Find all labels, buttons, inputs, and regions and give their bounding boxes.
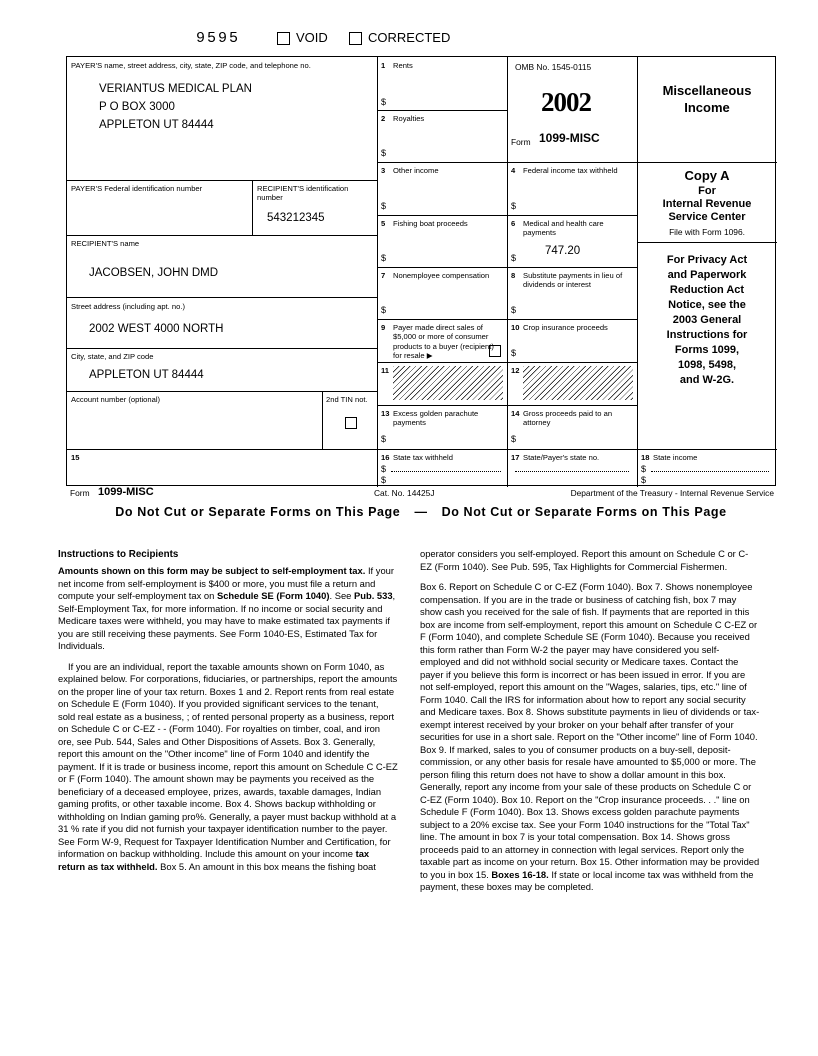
form-top-controls [66,30,788,56]
box-9-label: Payer made direct sales of $5,000 or more of consumer products to a buyer (recipient) for resale ▶ [393,323,494,361]
box-4-label: Federal income tax withheld [523,166,618,175]
instr-p1-bold-3: Pub. 533 [353,590,393,602]
footer-form-name: 1099-MISC [98,486,154,498]
divider-v-state1 [377,449,378,487]
box-2-number: 2 [381,114,386,123]
divider-h-street [67,348,377,349]
corrected-checkbox[interactable] [349,32,362,45]
box-12-hatch [523,366,633,400]
divider-h-box34 [377,215,637,216]
recipient-name-label: RECIPIENT'S name [71,239,140,248]
void-label: VOID [296,30,328,45]
box-10-label: Crop insurance proceeds [523,323,608,332]
instr-p1-text-c: . See [329,590,354,602]
box-3-label: Other income [393,166,439,175]
do-not-cut-dash: — [414,505,428,519]
recipient-name-value: JACOBSEN, JOHN DMD [89,267,219,279]
box-1-label: Rents [393,61,413,70]
handwritten-form-number: 9595 [196,30,241,47]
box-16-rule [391,471,501,472]
box-6-label: Medical and health care payments [523,219,604,238]
box-8-number: 8 [511,271,516,280]
city-value: APPLETON UT 84444 [89,369,204,381]
catalog-number: Cat. No. 14425J [374,488,435,498]
box-1-dollar-sign: $ [381,97,387,107]
privacy-line-4: Notice, see the [668,299,746,311]
box-2-dollar-sign: $ [381,148,387,158]
box-6-number: 6 [511,219,516,228]
box-4-number: 4 [511,166,516,175]
instr-p1-text-d: , Self-Employment Tax, for more information. If no income or social security and Medicare taxes were withheld, you may have to make estimated tax payments if you are still receiving these payments. See Form 1040-ES, Estimated Tax for Individuals. [58,590,396,652]
payer-name: VERIANTUS MEDICAL PLAN [99,83,252,95]
divider-h-recipname [67,297,377,298]
privacy-line-1: For Privacy Act [666,254,748,266]
box-16-label: State tax withheld [393,453,453,462]
box-13-dollar-sign: $ [381,434,387,444]
divider-h-payer [67,180,377,181]
instr-p3-text-c: If state or local income tax was withheld from the payment, these boxes may be completed. [420,868,754,892]
box-3-dollar-sign: $ [381,201,387,211]
box-16-dollar-sign-2: $ [381,475,387,485]
footer-form-label: Form [70,488,90,498]
box-5-number: 5 [381,219,386,228]
box-18-dollar-sign-2: $ [641,475,647,485]
divider-vertical-2 [507,57,508,449]
privacy-line-6: Instructions for [666,329,748,341]
instr-p1-bold: Amounts shown on this form may be subject to self-employment tax. [58,565,366,577]
form-title-line2: Income [684,100,730,115]
copy-irs: Internal Revenue [662,198,752,210]
tax-year: 2002 [541,87,591,117]
form-title-line1: Miscellaneous [662,83,752,98]
form-label: Form [511,137,531,147]
divider-h-box1112 [377,405,637,406]
form-footer [66,486,776,502]
instructions-block [58,548,760,894]
divider-h-box78 [377,319,637,320]
file-with-note: File with Form 1096. [669,227,745,237]
divider-h-bottom [67,449,777,450]
box-18-rule [651,471,769,472]
instr-p2-text-c: Box 5. An amount in this box means the fishing boat operator considers you self-employed. Report this amount on Schedule C or C-EZ (Form 1040). See Pub. 595, Tax Highlights for Commercial Fishermen. [157,548,749,872]
divider-v-state2 [507,449,508,487]
box-17-rule [515,471,629,472]
box-4-dollar-sign: $ [511,201,517,211]
payer-address-line1: P O BOX 3000 [99,101,175,113]
do-not-cut-left: Do Not Cut or Separate Forms on This Page [115,505,401,519]
box-18-dollar-sign: $ [641,464,647,474]
divider-v-state3 [637,449,638,487]
box-1-number: 1 [381,61,386,70]
divider-v-2ndtin [322,391,323,449]
copy-designation: Copy A [684,168,730,183]
box-15-number: 15 [71,453,80,462]
form-name: 1099-MISC [539,131,600,145]
payer-address-line2: APPLETON UT 84444 [99,119,214,131]
privacy-line-3: Reduction Act [669,284,745,296]
street-value: 2002 WEST 4000 NORTH [89,323,224,335]
box-9-number: 9 [381,323,386,332]
payer-tin-label: PAYER'S Federal identification number [71,184,203,193]
copy-service-center: Service Center [668,211,746,223]
privacy-line-7: Forms 1099, [674,344,740,356]
divider-h-privacy [637,242,777,243]
box-7-dollar-sign: $ [381,305,387,315]
divider-h-box1 [377,110,507,111]
divider-h-box2 [377,162,637,163]
instructions-heading: Instructions to Recipients [58,549,179,560]
box-8-label: Substitute payments in lieu of dividends or interest [523,271,623,290]
second-tin-checkbox[interactable] [345,417,357,429]
divider-h-city [67,391,377,392]
box-14-dollar-sign: $ [511,434,517,444]
divider-vertical-1 [377,57,378,449]
box-16-dollar-sign: $ [381,464,387,474]
box-13-number: 13 [381,409,390,418]
box-5-label: Fishing boat proceeds [393,219,468,228]
box-11-number: 11 [381,366,390,375]
privacy-line-9: and W-2G. [679,374,735,386]
instructions-paragraph-1 [58,565,398,653]
instr-p1-bold-2: Schedule SE (Form 1040) [216,590,330,602]
box-8-dollar-sign: $ [511,305,517,315]
privacy-line-5: 2003 General [672,314,742,326]
divider-h-copyblock [637,162,777,163]
void-checkbox[interactable] [277,32,290,45]
box-13-label: Excess golden parachute payments [393,409,479,428]
box-18-label: State income [653,453,698,462]
street-label: Street address (including apt. no.) [71,302,185,311]
instr-p2-bold: tax return as tax withheld. [58,848,370,872]
recipient-tin-value: 543212345 [267,212,325,224]
divider-v-tins [252,180,253,235]
second-tin-label: 2nd TIN not. [326,395,368,404]
box-14-label: Gross proceeds paid to an attorney [523,409,613,428]
box-5-dollar-sign: $ [381,253,387,263]
divider-h-box56 [377,267,637,268]
copy-for: For [698,185,716,197]
corrected-label: CORRECTED [368,30,451,45]
treasury-department-note: Department of the Treasury - Internal Revenue Service [570,488,774,498]
box-10-number: 10 [511,323,520,332]
do-not-cut-right: Do Not Cut or Separate Forms on This Page [441,505,727,519]
payer-box-label: PAYER'S name, street address, city, state, ZIP code, and telephone no. [71,61,311,70]
account-label: Account number (optional) [71,395,161,404]
box-2-label: Royalties [393,114,425,123]
form-1099-misc [66,56,776,486]
box-14-number: 14 [511,409,520,418]
privacy-line-2: and Paperwork [667,269,747,281]
privacy-line-8: 1098, 5498, [677,359,737,371]
box-17-label: State/Payer's state no. [523,453,600,462]
instr-p1-text: If your net income from self-employment is $400 or more, you must file a return and compute your self-employment tax on [58,565,394,602]
city-label: City, state, and ZIP code [71,352,154,361]
box-7-label: Nonemployee compensation [393,271,490,280]
box-17-number: 17 [511,453,520,462]
instr-p3-bold: Boxes 16-18. [491,868,549,880]
divider-h-tins [67,235,377,236]
instr-p2-text: If you are an individual, report the taxable amounts shown on Form 1040, as explained below. For corporations, fiduciaries, or partnerships, report the amounts on the proper line of your tax return. Boxes 1 and 2. Report rents from real estate on Schedule E (Form 1040). If you provided significant services to the tenant, sold real estate as a business, ; of rented personal property as a business, report on Schedule C or C-EZ - - (Form 1040). For royalties on timber, coal, and iron ore, see Pub. 544, Sales and Other Dispositions of Assets. Box 3. Generally, report this amount on the "Other income" line of Form 1040 and identify the payment. If it is trade or business income, report this amount on Schedule C C-EZ or F (Form 1040). The amount shown may be payments you received as the beneficiary of a deceased employee, prizes, awards, taxable damages, Indian gaming profits, or other taxable income. Box 4. Shows backup withholding or withholding on Indian gaming pro%. Generally, a payer must backup withhold at a 31 % rate if you did not furnish your taxpayer identification number to the payer. See Form W-9, Request for Taxpayer Identification Number and Certification, for information on backup withholding. Include this amount on your income [58,660,398,860]
do-not-cut-line [66,505,776,519]
box-9-checkbox[interactable] [489,345,501,357]
box-11-hatch [393,366,503,400]
instructions-paragraph-3 [420,581,760,894]
divider-vertical-3 [637,57,638,449]
recipient-tin-label: RECIPIENT'S identification number [257,184,349,203]
omb-number: OMB No. 1545-0115 [515,62,592,72]
box-12-number: 12 [511,366,520,375]
box-3-number: 3 [381,166,386,175]
box-10-dollar-sign: $ [511,348,517,358]
box-6-value: 747.20 [545,245,581,257]
box-16-number: 16 [381,453,390,462]
box-6-dollar-sign: $ [511,253,517,263]
box-18-number: 18 [641,453,650,462]
instr-p3-text: Box 6. Report on Schedule C or C-EZ (Form 1040). Box 7. Shows nonemployee compensation. If you are in the trade or business of catching fish, box 7 may show cash you received for the sale of fish. If payments that are reported in this box are income from self-employment, report this amount on Schedule C C-EZ or F (Form 1040), and complete Schedule SE (Form 1040). Because you received this form rather than Form W-2 the payer may have considered you self-employed and did not withhold social security or Medicare taxes. Contact the payer if you believe this form is incorrect or has been issued in error. If you are not self-employed, report this amount on the "Wages, salaries, tips, etc." line of Form 1040. Call the IRS for information about how to report any social security and Medicare taxes. Box 8. Shows substitute payments in lieu of dividends or tax-exempt interest received by your broker on your behalf after transfer of your securities for use in a short sale. Report on the "Other income" line of Form 1040. Box 9. If marked, sales to you of consumer products on a buy-sell, deposit-commission, or any other basis for resale have amounted to $5,000 or more. The person filing this return does not have to show a dollar amount in this box. Generally, report any income from your sale of these products on Schedule C or C-EZ (Form 1040). Box 10. Report on the "Crop insurance proceeds. . ." line on Schedule F (Form 1040). Box 13. Shows excess golden parachute payments subject to a 20% excise tax. See your Form 1040 instructions for the "Total Tax" line. The amount in box 7 is your total compensation. Box 14. Shows gross proceeds paid to an attorney in connection with legal services. Report only the taxable part as income on your return. Box 15. Other information may be provided to you in box 15. [420,581,760,880]
box-7-number: 7 [381,271,386,280]
divider-h-box910 [377,362,637,363]
